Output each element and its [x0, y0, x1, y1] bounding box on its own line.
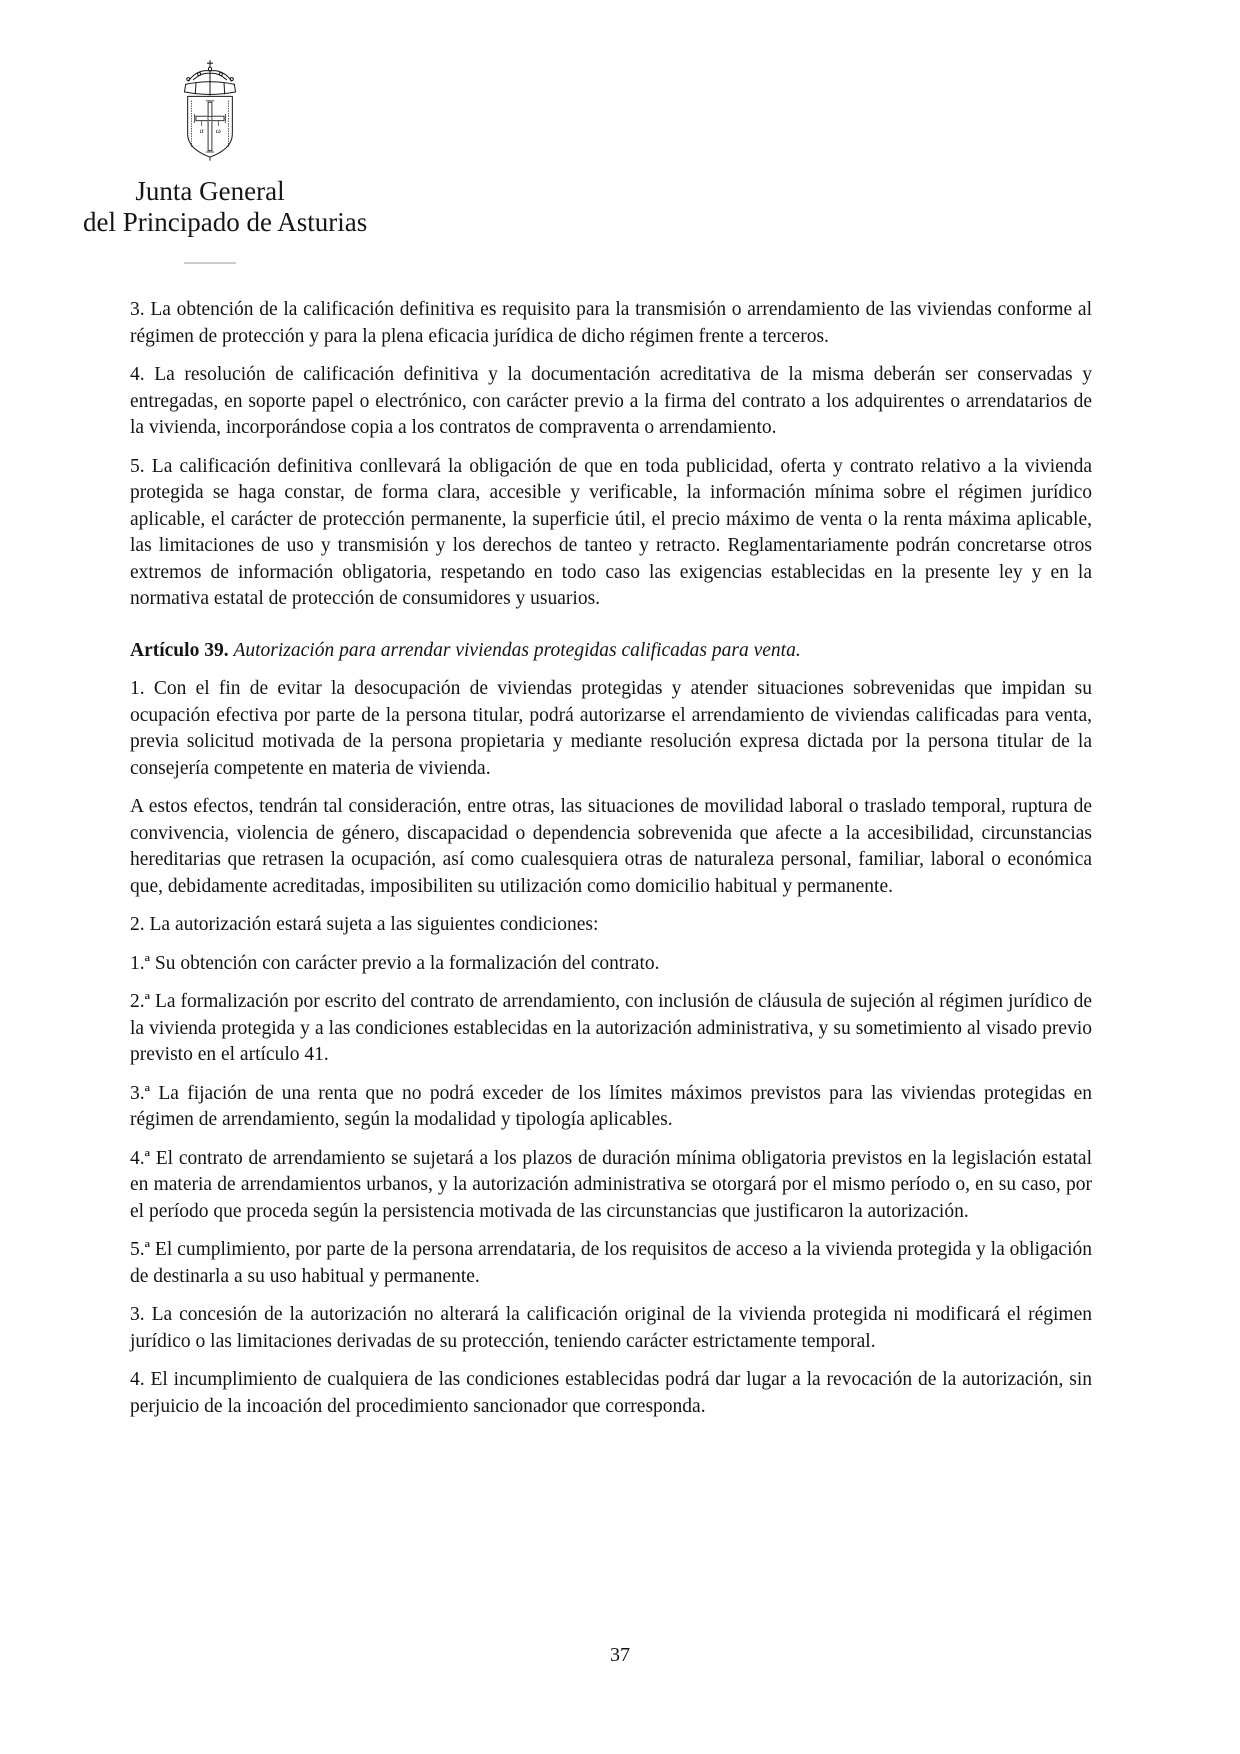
paragraph-art39-4-breach: 4. El incumplimiento de cualquiera de las condiciones establecidas podrá dar lugar a la revocación de la autorización, sin perjuicio de la incoación del procedimiento sancionador que corresponda.	[130, 1369, 1092, 1417]
condition-4: 4.ª El contrato de arrendamiento se sujetará a los plazos de duración mínima obligatoria previstos en la legislación estatal en materia de arrendamientos urbanos, y la autorización administrativa se otorgará por el mismo período o, en su caso, por el período que proceda según la persistencia motivada de las circunstancias que justificaron la autorización.	[130, 1147, 1092, 1222]
paragraph-4-resolution-documentation: 4. La resolución de calificación definitiva y la documentación acreditativa de la misma deberán ser conservadas y entregadas, en soporte papel o electrónico, con carácter previo a la firma del contrato a los adquirentes o arrendatarios de la vivienda, incorporándose copia a los contratos de compraventa o arrendamiento.	[130, 364, 1092, 438]
letterhead	[83, 60, 368, 264]
paragraph-3-definitive-qualification: 3. La obtención de la calificación definitiva es requisito para la transmisión o arrendamiento de las viviendas conforme al régimen de protección y para la plena eficacia jurídica de dicho régimen frente a terceros.	[130, 299, 1092, 347]
article-title: Autorización para arrendar viviendas protegidas calificadas para venta.	[233, 639, 801, 661]
condition-3: 3.ª La fijación de una renta que no podrá exceder de los límites máximos previstos para las viviendas protegidas en régimen de arrendamiento, según la modalidad y tipología aplicables.	[130, 1082, 1092, 1130]
document-body	[130, 297, 1092, 1432]
page-number: 37	[610, 1644, 630, 1666]
org-name	[83, 176, 368, 238]
condition-2: 2.ª La formalización por escrito del contrato de arrendamiento, con inclusión de cláusula de sujeción al régimen jurídico de la vivienda protegida y a las condiciones establecidas en la autorización administrativa, y su sometimiento al visado previo previsto en el artículo 41.	[130, 991, 1092, 1065]
omega-glyph: ω	[215, 125, 221, 135]
paragraph-art39-3-concession: 3. La concesión de la autorización no alterará la calificación original de la vivienda protegida ni modificará el régimen jurídico o las limitaciones derivadas de su protección, teniendo carácter estrictamente temporal.	[130, 1304, 1092, 1352]
article-number: Artículo 39.	[130, 639, 229, 661]
condition-1: 1.ª Su obtención con carácter previo a la formalización del contrato.	[130, 952, 660, 974]
page-footer	[0, 1644, 1240, 1667]
org-name-line1: Junta General	[135, 176, 285, 206]
paragraph-art39-1-authorization: 1. Con el fin de evitar la desocupación de viviendas protegidas y atender situaciones sobrevenidas que impidan su ocupación efectiva por parte de la persona titular, podrá autorizarse el arrendamiento de viviendas calificadas para venta, previa solicitud motivada de la persona propietaria y mediante resolución expresa dictada por la persona titular de la consejería competente en materia de vivienda.	[130, 678, 1092, 779]
article-39-heading	[130, 638, 1092, 665]
header-divider	[184, 262, 236, 264]
paragraph-art39-1-situations: A estos efectos, tendrán tal consideración, entre otras, las situaciones de movilidad laboral o traslado temporal, ruptura de convivencia, violencia de género, discapacidad o dependencia sobrevenida que afecte a la accesibilidad, circunstancias hereditarias que retrasen la ocupación, así como cualesquiera otras de naturaleza personal, familiar, laboral o económica que, debidamente acreditadas, imposibiliten su utilización como domicilio habitual y permanente.	[130, 796, 1092, 897]
org-name-line2: del Principado de Asturias	[83, 207, 368, 237]
asturias-coat-of-arms-icon	[178, 60, 242, 166]
paragraph-art39-2-conditions-intro: 2. La autorización estará sujeta a las siguientes condiciones:	[130, 914, 599, 935]
alpha-glyph: α	[199, 125, 204, 135]
condition-5: 5.ª El cumplimiento, por parte de la persona arrendataria, de los requisitos de acceso a la vivienda protegida y la obligación de destinarla a su uso habitual y permanente.	[130, 1239, 1092, 1287]
paragraph-5-publicity-obligation: 5. La calificación definitiva conllevará la obligación de que en toda publicidad, oferta y contrato relativo a la vivienda protegida se haga constar, de forma clara, accesible y verificable, la información mínima sobre el régimen jurídico aplicable, el carácter de protección permanente, la superficie útil, el precio máximo de venta o la renta máxima aplicable, las limitaciones de uso y transmisión y los derechos de tanteo y retracto. Reglamentariamente podrán concretarse otros extremos de información obligatoria, respetando en todo caso las exigencias establecidas en la presente ley y en la normativa estatal de protección de consumidores y usuarios.	[130, 455, 1092, 609]
